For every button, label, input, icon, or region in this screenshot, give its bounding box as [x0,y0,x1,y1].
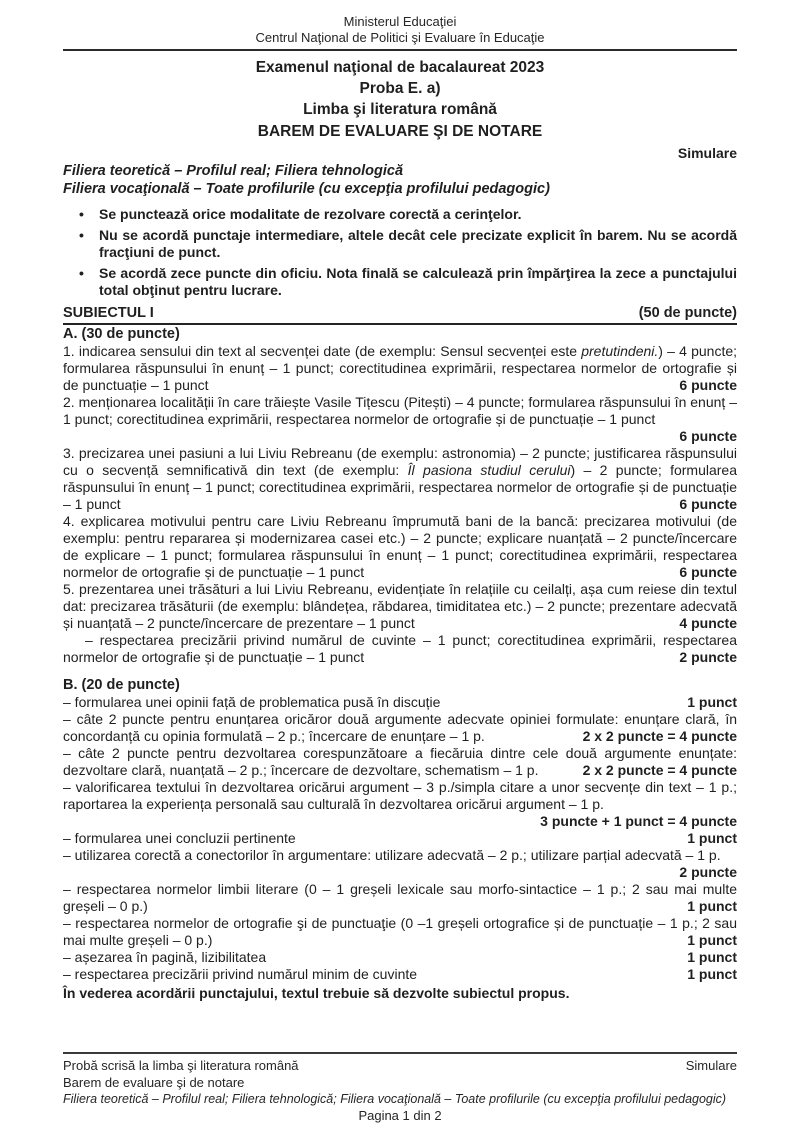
criterion-a5-sub [63,632,737,666]
criterion-a2 [63,394,737,445]
criterion-b7 [63,881,737,915]
criterion-b5-score: 1 punct [687,830,737,846]
org-header [63,14,737,46]
criterion-b6-score: 2 puncte [679,864,737,880]
criterion-b6 [63,847,737,881]
criterion-a1 [63,343,737,394]
subject1-points: (50 de puncte) [638,305,737,321]
general-rule [63,227,737,261]
criterion-a3 [63,445,737,513]
criterion-a5-text: 5. prezentarea unei trăsături a lui Liviu Rebreanu, evidențiate în relațiile cu ceilalți, așa cum reiese din textul dat: precizarea trăsăturii (de exemplu: blândețea, răbdarea, timiditatea etc.) – 2 puncte; prezentare adecvată și nuanțată – 2 puncte/încercare de prezentare – 1 punct [63,581,737,631]
bullet-icon: • [79,227,84,243]
section-b-note: În vederea acordării punctajului, textul trebuie să dezvolte subiectul propus. [63,985,570,1001]
criterion-a4-text: 4. explicarea motivului pentru care Liviu Rebreanu împrumută bani de la bancă: precizarea motivului (de exemplu: pentru repararea și modernizarea casei etc.) – 2 puncte; explicare nuanțată – 2 puncte/încercare de explicare – 1 punct; formularea răspunsului în enunț – 1 punct; corectitudinea exprimării, respectarea normelor de ortografie și de punctuație – 1 punct [63,513,737,580]
criterion-b10-score: 1 punct [687,966,737,982]
footer-row-1 [63,1058,737,1075]
criterion-a3-text: 3. precizarea unei pasiuni a lui Liviu Rebreanu (de exemplu: astronomia) – 2 puncte; justificarea răspunsului cu o secvență semnificativă din text (de exemplu: Îl pasiona studiul cerului) – 2 puncte; formularea răspunsului în enunț – 1 punct; corectitudinea exprimării, respectarea normelor de ortografie și de punctuație – 1 punct [63,445,738,512]
criterion-b1 [63,694,737,711]
criterion-b2 [63,711,737,745]
criterion-a5-sub-score: 2 puncte [679,649,737,665]
criterion-b4 [63,779,737,830]
session-label: Simulare [677,145,737,161]
criterion-b2-score: 2 x 2 puncte = 4 puncte [582,728,737,744]
criterion-b4-score: 3 puncte + 1 punct = 4 puncte [540,813,737,829]
criterion-b7-text: – respectarea normelor limbii literare (0 – 1 greșeli lexicale sau morfo-sintactice – 1 p.; 2 sau mai multe greșeli – 0 p.) [63,881,737,914]
criterion-b10-text: – respectarea precizării privind numărul minim de cuvinte [63,966,418,982]
criterion-a3-score: 6 puncte [679,496,737,512]
criterion-a2-score: 6 puncte [679,428,737,444]
criterion-b7-score: 1 punct [687,898,737,914]
page-footer [63,1052,737,1124]
criterion-b5 [63,830,737,847]
bullet-icon: • [79,206,84,222]
criterion-b8-text: – respectarea normelor de ortografie şi de punctuaţie (0 –1 greșeli ortografice și de punctuație – 1 p.; 2 sau mai multe greșeli – 0 p.) [63,915,737,948]
criterion-b8 [63,915,737,949]
general-rule [63,206,737,223]
criterion-b1-text: – formularea unei opinii față de problematica pusă în discuție [63,694,441,710]
criterion-a4-score: 6 puncte [679,564,737,580]
footer-page-number: Pagina 1 din 2 [358,1107,442,1123]
footer-doc-name: Barem de evaluare şi de notare [63,1074,245,1090]
ministry-name: Ministerul Educaţiei [343,14,457,29]
footer-exam-name: Probă scrisă la limba şi literatura română [63,1058,299,1073]
criterion-a5-score: 4 puncte [679,615,737,631]
bullet-icon: • [79,265,84,281]
criterion-a4 [63,513,737,581]
exam-phase: Proba E. a) [359,80,441,97]
section-b-heading: B. (20 de puncte) [63,677,180,693]
subject1-heading-row [63,304,737,325]
criterion-b10 [63,966,737,983]
title-block [63,57,737,143]
exam-title: Examenul naţional de bacalaureat 2023 [255,59,545,76]
criterion-b9-text: – așezarea în pagină, lizibilitatea [63,949,267,965]
criterion-a2-text: 2. menționarea localității în care trăiește Vasile Tițescu (Pitești) – 4 puncte; formularea răspunsului în enunț – 1 punct; corectitudinea exprimării, respectarea normelor de ortografie și de punctuație – 1 punct [63,394,737,427]
criterion-a5-sub-text: – respectarea precizării privind numărul de cuvinte – 1 punct; corectitudinea exprimării, respectarea normelor de ortografie și de punctuație – 1 punct [63,632,737,665]
criterion-b6-text: – utilizarea corectă a conectorilor în argumentare: utilizare adecvată – 2 p.; utilizare parțial adecvată – 1 p. [63,847,721,863]
agency-name: Centrul Naţional de Politici şi Evaluare în Educaţie [255,30,545,45]
track-info-line-2: Filiera vocaţională – Toate profilurile (cu excepţia profilului pedagogic) [63,181,550,197]
header-divider [63,49,737,51]
criterion-b2-text: – câte 2 puncte pentru enunțarea oricăror două argumente adecvate opiniei formulate: enunțare clară, în concordanță cu opinia formulată – 2 p.; încercare de enunțare – 1 p. [63,711,737,744]
criterion-b9-score: 1 punct [687,949,737,965]
criterion-a5 [63,581,737,632]
exam-subject: Limba şi literatura română [303,101,497,118]
criterion-b8-score: 1 punct [687,932,737,948]
document-title: BAREM DE EVALUARE ŞI DE NOTARE [257,123,543,140]
criterion-b4-text: – valorificarea textului în dezvoltarea oricărui argument – 3 p./simpla citare a unor secvențe din text – 1 p.; raportarea la experiența personală sau culturală în dezvoltarea oricărui argument – 1 p. [63,779,737,812]
section-a-heading: A. (30 de puncte) [63,326,180,342]
criterion-b3 [63,745,737,779]
general-rules [63,206,737,299]
rule-text: Se acordă zece puncte din oficiu. Nota finală se calculează prin împărţirea la zece a punctajului total obţinut pentru lucrare. [99,265,737,298]
subject1-title: SUBIECTUL I [63,305,154,321]
rule-text: Se punctează orice modalitate de rezolvare corectă a cerinţelor. [99,206,522,222]
criterion-b1-score: 1 punct [687,694,737,710]
criterion-a1-text: 1. indicarea sensului din text al secvenței date (de exemplu: Sensul secvenței este pretutindeni.) – 4 puncte; formularea răspunsului în enunț – 1 punct; corectitudinea exprimării, respectarea normelor de ortografie și de punctuație – 1 punct [63,343,738,393]
criterion-b3-score: 2 x 2 puncte = 4 puncte [582,762,737,778]
footer-session-label: Simulare [685,1058,737,1073]
criterion-b9 [63,949,737,966]
criterion-b5-text: – formularea unei concluzii pertinente [63,830,296,846]
criterion-b3-text: – câte 2 puncte pentru dezvoltarea corespunzătoare a fiecăruia dintre cele două argumente enunțate: dezvoltare clară, nuanțată – 2 p.; încercare de dezvoltare, schematism – 1 p. [63,745,737,778]
footer-track-info: Filiera teoretică – Profilul real; Filiera tehnologică; Filiera vocaţională – Toate profilurile (cu excepţia profilului pedagogic) [63,1092,727,1106]
rule-text: Nu se acordă punctaje intermediare, altele decât cele precizate explicit în barem. Nu se acordă fracţiuni de punct. [99,227,737,260]
criterion-a1-score: 6 puncte [679,377,737,393]
track-info-line-1: Filiera teoretică – Profilul real; Filiera tehnologică [63,163,404,179]
general-rule [63,265,737,299]
